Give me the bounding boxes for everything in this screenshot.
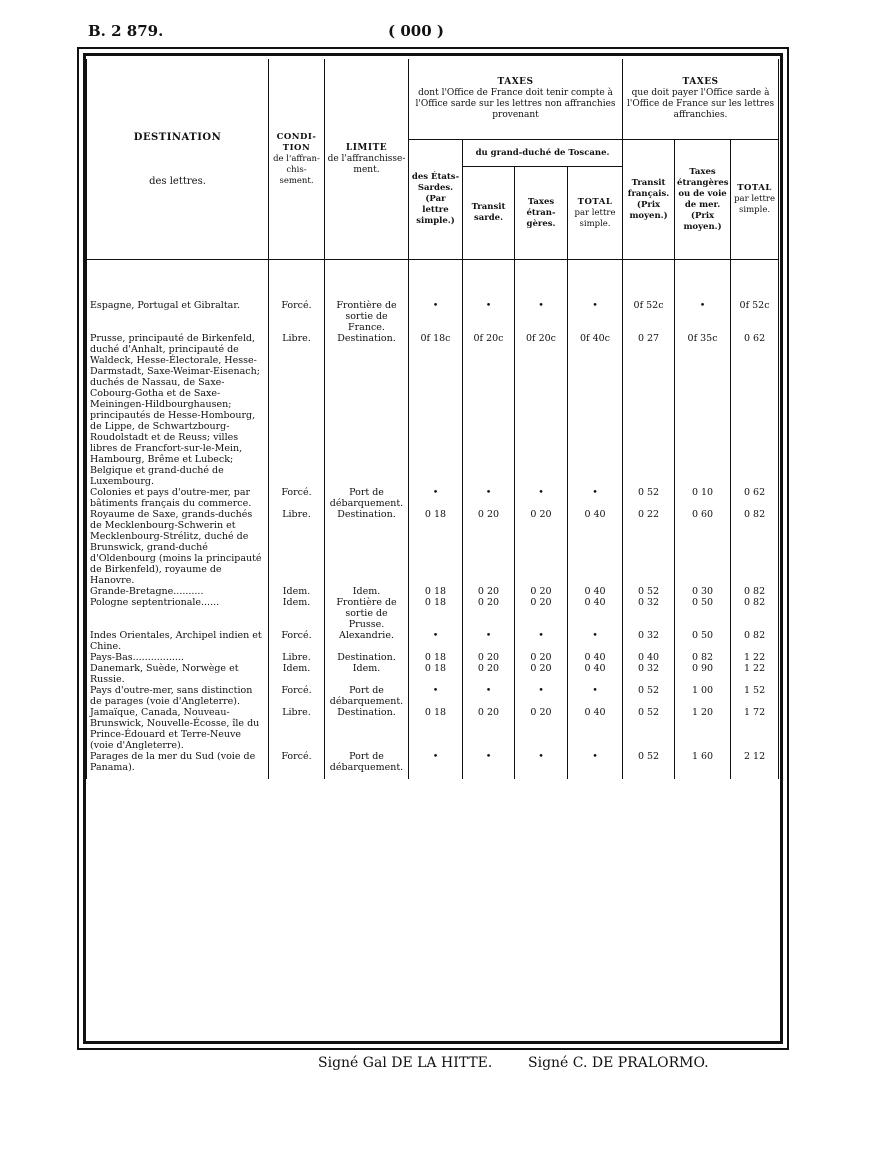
cell-v4: • — [568, 487, 623, 509]
signature-pralormo: Signé C. DE PRALORMO. — [528, 1055, 709, 1071]
cell-cond: Libre. — [269, 333, 325, 487]
cell-v7: 1 52 — [731, 685, 779, 707]
cell-v5: 0 22 — [623, 509, 675, 586]
header-taxes-affranchies: TAXES que doit payer l'Office sarde à l'Office de France sur les lettres affranchies. — [623, 59, 779, 140]
cell-v2: 0 20 — [463, 586, 515, 597]
cell-v7: 0f 52c — [731, 300, 779, 333]
cell-v6: 0 10 — [675, 487, 731, 509]
cell-v6: 1 00 — [675, 685, 731, 707]
table-header — [87, 59, 779, 260]
cell-v3: 0 20 — [515, 652, 568, 663]
header-total-1: TOTAL par lettre simple. — [568, 167, 623, 260]
cell-v2: 0 20 — [463, 663, 515, 685]
cell-v1: 0f 18c — [409, 333, 463, 487]
cell-v5: 0 32 — [623, 630, 675, 652]
cell-cond: Forcé. — [269, 630, 325, 652]
cell-cond: Idem. — [269, 586, 325, 597]
cell-lim: Idem. — [325, 586, 409, 597]
cell-cond: Forcé. — [269, 685, 325, 707]
cell-v1: • — [409, 487, 463, 509]
table-frame — [77, 47, 789, 1050]
cell-dest: Prusse, principauté de Birkenfeld, duché d'Anhalt, principauté de Waldeck, Hesse-Électorale, Hesse-Darmstadt, Saxe-Weimar-Eisenach; duchés de Nassau, de Saxe-Cobourg-Gotha et de Saxe-Meiningen-Hildbourghausen; principautés de Hesse-Hombourg, de Lippe, de Schwartzbourg-Roudolstadt et de Reuss; villes libres de Francfort-sur-le-Mein, Hambourg, Brême et Lubeck; Belgique et grand-duché de Luxembourg. — [87, 333, 269, 487]
header-destination: DESTINATION des lettres. — [87, 59, 269, 260]
cell-v3: • — [515, 300, 568, 333]
header-taxes-etrangeres-voie: Taxes étrangères ou de voie de mer. (Prix moyen.) — [675, 140, 731, 260]
cell-v2: 0 20 — [463, 597, 515, 630]
cell-v1: 0 18 — [409, 509, 463, 586]
cell-v4: 0 40 — [568, 597, 623, 630]
cell-cond: Forcé. — [269, 487, 325, 509]
cell-v6: 1 60 — [675, 751, 731, 779]
cell-v1: 0 18 — [409, 597, 463, 630]
page-header — [88, 20, 788, 42]
cell-v3: 0 20 — [515, 707, 568, 751]
cell-v3: • — [515, 487, 568, 509]
table-row — [87, 597, 779, 630]
cell-v3: • — [515, 685, 568, 707]
cell-v2: • — [463, 487, 515, 509]
table-row — [87, 685, 779, 707]
page-header-left: B. 2 879. — [88, 22, 164, 40]
cell-v1: • — [409, 300, 463, 333]
header-etats-sardes: des États-Sardes. (Par lettre simple.) — [409, 140, 463, 260]
cell-v6: 0 30 — [675, 586, 731, 597]
cell-v3: 0 20 — [515, 597, 568, 630]
cell-v4: 0 40 — [568, 586, 623, 597]
cell-cond: Forcé. — [269, 751, 325, 779]
cell-lim: Port de débarquement. — [325, 751, 409, 779]
cell-v5: 0 27 — [623, 333, 675, 487]
cell-cond: Libre. — [269, 509, 325, 586]
cell-dest: Pays-Bas................. — [87, 652, 269, 663]
header-total-2: TOTAL par lettre simple. — [731, 140, 779, 260]
cell-lim: Destination. — [325, 707, 409, 751]
cell-lim: Port de débarquement. — [325, 685, 409, 707]
cell-v5: 0 32 — [623, 597, 675, 630]
cell-v5: 0 32 — [623, 663, 675, 685]
cell-v3: 0 20 — [515, 663, 568, 685]
cell-v4: 0f 40c — [568, 333, 623, 487]
cell-dest: Pays d'outre-mer, sans distinction de parages (voie d'Angleterre). — [87, 685, 269, 707]
cell-v7: 1 22 — [731, 652, 779, 663]
cell-v6: • — [675, 300, 731, 333]
cell-v4: • — [568, 751, 623, 779]
cell-v7: 2 12 — [731, 751, 779, 779]
cell-v4: 0 40 — [568, 707, 623, 751]
table-body — [87, 260, 779, 780]
cell-v6: 0 50 — [675, 597, 731, 630]
cell-lim: Alexandrie. — [325, 630, 409, 652]
cell-dest: Parages de la mer du Sud (voie de Panama). — [87, 751, 269, 779]
cell-v6: 0 82 — [675, 652, 731, 663]
cell-v3: 0f 20c — [515, 333, 568, 487]
cell-v3: • — [515, 751, 568, 779]
cell-lim: Idem. — [325, 663, 409, 685]
cell-v2: • — [463, 630, 515, 652]
tariff-table — [86, 59, 779, 779]
table-row — [87, 751, 779, 779]
cell-v1: • — [409, 751, 463, 779]
cell-v2: 0 20 — [463, 652, 515, 663]
cell-v4: • — [568, 300, 623, 333]
cell-v6: 0 50 — [675, 630, 731, 652]
cell-cond: Libre. — [269, 707, 325, 751]
cell-v5: 0 52 — [623, 707, 675, 751]
cell-dest: Espagne, Portugal et Gibraltar. — [87, 300, 269, 333]
cell-lim: Port de débarquement. — [325, 487, 409, 509]
cell-dest: Colonies et pays d'outre-mer, par bâtiments français du commerce. — [87, 487, 269, 509]
cell-v1: • — [409, 630, 463, 652]
cell-v4: 0 40 — [568, 509, 623, 586]
cell-dest: Danemark, Suède, Norwège et Russie. — [87, 663, 269, 685]
table-row — [87, 630, 779, 652]
cell-dest: Grande-Bretagne.......... — [87, 586, 269, 597]
cell-cond: Idem. — [269, 597, 325, 630]
cell-v1: 0 18 — [409, 707, 463, 751]
table-row — [87, 509, 779, 586]
header-taxes-etrangeres: Taxes étran-gères. — [515, 167, 568, 260]
cell-v1: 0 18 — [409, 663, 463, 685]
cell-v6: 0 60 — [675, 509, 731, 586]
header-transit-sarde: Transit sarde. — [463, 167, 515, 260]
page-number: ( 000 ) — [388, 22, 444, 40]
header-taxes-non-affranchies: TAXES dont l'Office de France doit tenir compte à l'Office sarde sur les lettres non affranchies provenant — [409, 59, 623, 140]
cell-v7: 0 82 — [731, 630, 779, 652]
cell-v3: 0 20 — [515, 586, 568, 597]
cell-v6: 1 20 — [675, 707, 731, 751]
cell-cond: Libre. — [269, 652, 325, 663]
cell-v7: 0 82 — [731, 509, 779, 586]
cell-v2: • — [463, 300, 515, 333]
cell-v6: 0 90 — [675, 663, 731, 685]
cell-dest: Jamaïque, Canada, Nouveau-Brunswick, Nouvelle-Écosse, île du Prince-Édouard et Terre-Neuve (voie d'Angleterre). — [87, 707, 269, 751]
cell-v6: 0f 35c — [675, 333, 731, 487]
cell-v2: • — [463, 751, 515, 779]
table-row — [87, 652, 779, 663]
cell-v2: 0 20 — [463, 509, 515, 586]
cell-v1: 0 18 — [409, 652, 463, 663]
cell-v1: • — [409, 685, 463, 707]
cell-lim: Destination. — [325, 652, 409, 663]
table-row — [87, 707, 779, 751]
cell-dest: Indes Orientales, Archipel indien et Chine. — [87, 630, 269, 652]
table-row — [87, 487, 779, 509]
cell-v2: 0 20 — [463, 707, 515, 751]
cell-v7: 1 72 — [731, 707, 779, 751]
cell-v5: 0 52 — [623, 487, 675, 509]
cell-v7: 1 22 — [731, 663, 779, 685]
cell-lim: Frontière de sortie de Prusse. — [325, 597, 409, 630]
cell-v5: 0 52 — [623, 685, 675, 707]
table-row — [87, 300, 779, 333]
cell-v4: • — [568, 685, 623, 707]
cell-dest: Pologne septentrionale...... — [87, 597, 269, 630]
cell-v5: 0 52 — [623, 751, 675, 779]
cell-v5: 0f 52c — [623, 300, 675, 333]
cell-v1: 0 18 — [409, 586, 463, 597]
header-toscane: du grand-duché de Toscane. — [463, 140, 623, 167]
table-row — [87, 663, 779, 685]
signature-la-hitte: Signé Gal DE LA HITTE. — [318, 1055, 493, 1071]
cell-dest: Royaume de Saxe, grands-duchés de Mecklenbourg-Schwerin et Mecklenbourg-Strélitz, duché de Brunswick, grand-duché d'Oldenbourg (moins la principauté de Birkenfeld), royaume de Hanovre. — [87, 509, 269, 586]
cell-cond: Forcé. — [269, 300, 325, 333]
cell-lim: Destination. — [325, 509, 409, 586]
header-limite: LIMITE de l'affranchisse-ment. — [325, 59, 409, 260]
cell-v7: 0 82 — [731, 586, 779, 597]
cell-v3: 0 20 — [515, 509, 568, 586]
cell-v5: 0 52 — [623, 586, 675, 597]
cell-v4: 0 40 — [568, 652, 623, 663]
header-condition: CONDI-TION de l'affran-chis-sement. — [269, 59, 325, 260]
cell-v7: 0 82 — [731, 597, 779, 630]
signatures — [318, 1055, 798, 1077]
cell-v4: 0 40 — [568, 663, 623, 685]
cell-v7: 0 62 — [731, 333, 779, 487]
table-row — [87, 333, 779, 487]
cell-v5: 0 40 — [623, 652, 675, 663]
cell-v7: 0 62 — [731, 487, 779, 509]
cell-v2: • — [463, 685, 515, 707]
cell-cond: Idem. — [269, 663, 325, 685]
table-row — [87, 586, 779, 597]
cell-lim: Destination. — [325, 333, 409, 487]
cell-lim: Frontière de sortie de France. — [325, 300, 409, 333]
header-transit-francais: Transit français. (Prix moyen.) — [623, 140, 675, 260]
cell-v3: • — [515, 630, 568, 652]
table-spacer-row — [87, 260, 779, 301]
cell-v2: 0f 20c — [463, 333, 515, 487]
cell-v4: • — [568, 630, 623, 652]
